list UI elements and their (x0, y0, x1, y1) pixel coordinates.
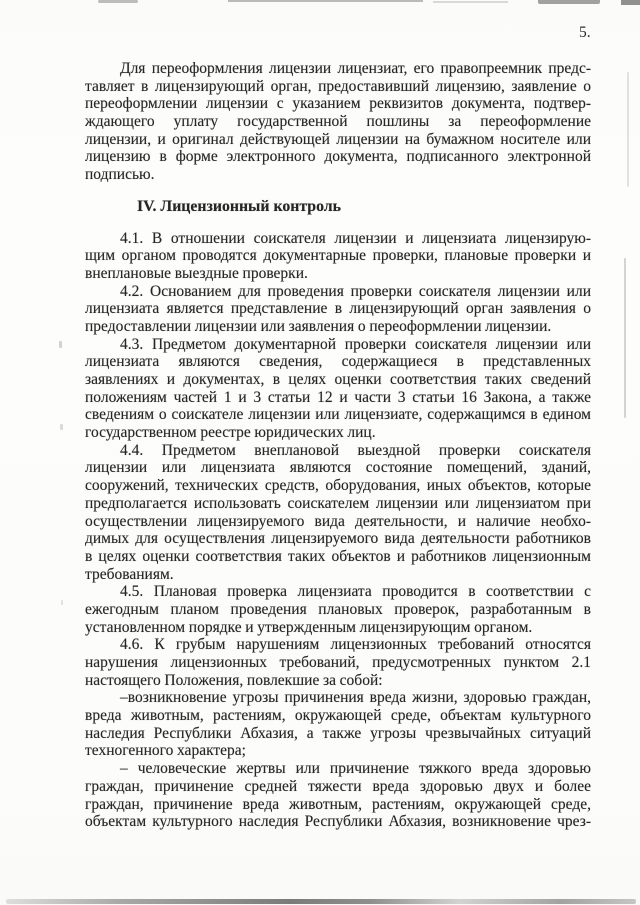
scan-artifact-speck (59, 341, 62, 348)
text-line: 4.5. Плановая проверка лицензиата проводится в соответствии с (120, 583, 591, 601)
text-line: вреда животным, растениям, окружающей среде, объектам культурного (85, 707, 591, 725)
paragraph (85, 636, 591, 689)
paragraph (85, 336, 591, 442)
text-line: подписью. (85, 166, 155, 184)
scan-artifact-smudge (624, 258, 626, 418)
text-line: предполагается использовать соискателем лицензии или лицензиатом при (85, 494, 591, 512)
scan-artifact-top-edge (433, 1, 508, 3)
paragraph (85, 60, 591, 184)
paragraph (85, 760, 591, 831)
text-line: 4.1. В отношении соискателя лицензии и лицензиата лицензирую- (120, 229, 591, 247)
text-line: переоформлении лицензии с указанием реквизитов документа, подтвер- (85, 95, 591, 113)
text-line: настоящего Положения, повлекшие за собой: (85, 671, 383, 689)
text-line: лицензии или лицензиата являются состояние помещений, зданий, (85, 459, 591, 477)
paragraph (85, 283, 591, 336)
scan-artifact-speck (61, 600, 63, 605)
text-line: положениям частей 1 и 3 статьи 12 и части 3 статьи 16 Закона, а также (85, 388, 591, 406)
text-line: внеплановые выездные проверки. (85, 264, 308, 282)
text-line: заявлениях и документах, в целях оценки соответствия таких сведений (85, 371, 591, 389)
text-line: осуществлении лицензируемого вида деятельности, и наличие необхо- (85, 512, 591, 530)
scan-artifact-top-edge (228, 0, 423, 2)
paragraph (85, 689, 591, 760)
text-line: граждан, причинение средней тяжести вреда здоровью двух и более (85, 777, 591, 795)
text-block (85, 60, 591, 831)
text-line: щим органом проводятся документарные проверки, плановые проверки и (85, 247, 591, 265)
scan-artifact-bottom-edge (6, 899, 636, 904)
text-line: лицензии, и оригинал действующей лицензии на бумажном носителе или (85, 130, 591, 148)
scan-artifact-speck (60, 424, 63, 430)
text-line: ежегодным планом проведения плановых проверок, разработанным в (85, 600, 591, 618)
text-line: государственном реестре юридических лиц. (85, 424, 376, 442)
scan-artifact-smudge (627, 72, 629, 187)
scan-artifact-top-edge (621, 0, 640, 5)
text-line: –возникновение угрозы причинения вреда жизни, здоровью граждан, (120, 689, 591, 707)
text-line: установленном порядке и утвержденным лицензирующим органом. (85, 618, 533, 636)
text-line: лицензиата является представление в лицензирующий орган заявления о (85, 300, 591, 318)
text-line: объектам культурного наследия Республики Абхазия, возникновение чрез- (85, 813, 591, 831)
text-line: 4.6. К грубым нарушениям лицензионных требований относятся (120, 636, 591, 654)
text-line: техногенного характера; (85, 742, 246, 760)
text-line: в целях оценки соответствия таких объектов и работников лицензионным (85, 547, 591, 565)
text-line: лицензию в форме электронного документа, подписанного электронной (85, 148, 591, 166)
scan-artifact-top-edge (98, 0, 138, 3)
paragraph (85, 583, 591, 636)
text-line: димых для осуществления лицензируемого вида деятельности работников (85, 530, 591, 548)
text-line: требованиям. (85, 565, 174, 583)
text-line: предоставлении лицензии или заявления о переоформлении лицензии. (85, 317, 552, 335)
text-line: сведениям о соискателе лицензии или лицензиате, содержащимся в едином (85, 406, 591, 424)
paragraph (85, 442, 591, 584)
text-line: ждающего уплату государственной пошлины за переоформление (85, 113, 591, 131)
text-line: нарушения лицензионных требований, предусмотренных пунктом 2.1 (85, 654, 591, 672)
text-line: – человеческие жертвы или причинение тяжкого вреда здоровью (120, 760, 591, 778)
text-line: лицензиата являются сведения, содержащиеся в представленных (85, 353, 591, 371)
text-line: 4.3. Предметом документарной проверки соискателя лицензии или (120, 335, 591, 353)
text-line: наследия Республики Абхазия, а также угрозы чрезвычайных ситуаций (85, 724, 591, 742)
text-line: тавляет в лицензирующий орган, предоставивший лицензию, заявление о (85, 77, 591, 95)
section-heading: IV. Лицензионный контроль (137, 197, 341, 215)
scan-artifact-top-edge (538, 0, 600, 4)
paragraph (85, 230, 591, 283)
text-line: граждан, причинение вреда животным, растениям, окружающей среде, (85, 795, 591, 813)
text-line: Для переоформления лицензии лицензиат, его правопреемник предс- (120, 60, 591, 77)
text-line: 4.2. Основанием для проведения проверки соискателя лицензии или (120, 282, 591, 300)
text-line: 4.4. Предметом внеплановой выездной проверки соискателя (120, 441, 591, 459)
page-number: 5. (579, 24, 591, 41)
text-line: сооружений, технических средств, оборудования, иных объектов, которые (85, 477, 591, 495)
